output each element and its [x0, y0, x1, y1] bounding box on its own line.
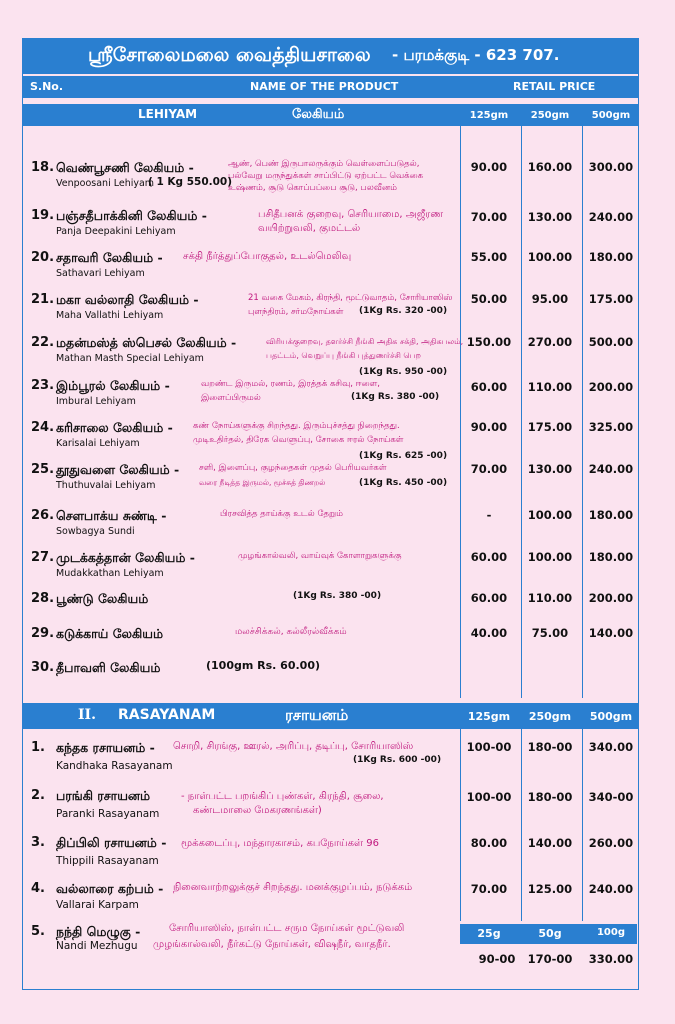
- price-500: 240.00: [588, 462, 634, 476]
- price-500: 260.00: [588, 836, 634, 850]
- price-125: 60.00: [470, 380, 508, 394]
- section2-title-en: RASAYANAM: [118, 707, 216, 723]
- item-description: சக்தி நீர்த்துப்போகுதல், உடல்மெலிவு: [183, 251, 352, 262]
- item-name-tamil: பரங்கி ரசாயனம்: [56, 788, 151, 803]
- item-name-english: Maha Vallathi Lehiyam: [56, 310, 164, 321]
- section1-title-en: LEHIYAM: [138, 107, 198, 121]
- item-description: முழங்கால்வலி, நீர்கட்டு நோய்கள், விஷநீர், வாதநீர்.: [153, 939, 391, 950]
- item-description: மலச்சிக்கல், கல்லீரல்வீக்கம்: [235, 627, 347, 637]
- price-250: 100.00: [527, 250, 573, 264]
- price-500: 175.00: [588, 292, 634, 306]
- item-name-tamil: சௌபாக்ய சுண்டி -: [56, 508, 167, 523]
- price-125: 70.00: [470, 882, 508, 896]
- price-500: 200.00: [588, 380, 634, 394]
- item-name-english: Paranki Rasayanam: [56, 808, 160, 820]
- price-250: 110.00: [527, 380, 573, 394]
- col-sno: S.No.: [30, 80, 64, 93]
- item-kg-price: (1Kg Rs. 950 -00): [359, 367, 448, 377]
- item-description: நினைவாற்றலுக்குச் சிறந்தது. மனக்குழப்பம், நடுக்கம்: [173, 882, 413, 893]
- item-number: 21.: [31, 292, 55, 307]
- item-description: கண் நோய்களுக்கு சிறந்தது. இரும்புச்சத்து நிறைந்தது.: [193, 421, 400, 431]
- item-description: புளந்திரம், சர்மநோய்கள்: [248, 307, 344, 317]
- price-125: 50.00: [470, 292, 508, 306]
- price-500: 240.00: [588, 882, 634, 896]
- section2-title-ta: ரசாயனம்: [285, 706, 349, 724]
- price-250: 100.00: [527, 508, 573, 522]
- item-name-tamil: பஞ்சதீபாக்கினி லேகியம் -: [56, 208, 207, 223]
- item-name-tamil: முடக்கத்தான் லேகியம் -: [56, 550, 195, 565]
- item-name-tamil: மகா வல்லாதி லேகியம் -: [56, 292, 199, 307]
- item-description: சோரியாஸிஸ், நாள்பட்ட சரும நோய்கள் மூட்டுவலி: [169, 923, 405, 934]
- item-description: சளி, இளைப்பு, குழந்தைகள் முதல் பெரியவர்கள்: [199, 463, 387, 473]
- item-description: மூக்கடைப்பு, மந்தாரகாசம், கபநோய்கள் 96: [181, 838, 379, 849]
- price-125: 60.00: [470, 550, 508, 564]
- item-name-english: Sowbagya Sundi: [56, 526, 135, 537]
- nandi-size-25g: 25g: [477, 927, 501, 940]
- item-kg-price: (1Kg Rs. 320 -00): [359, 306, 448, 316]
- price-250: 180-00: [527, 740, 573, 754]
- section1-col-line: [582, 104, 583, 698]
- item-description: விரியக்குறைவு, தளர்ச்சி நீங்கி அதிக சக்தி, அதிகபலம்,: [266, 337, 464, 346]
- item-number: 23.: [31, 378, 55, 393]
- price-125: 90.00: [470, 420, 508, 434]
- item-kg-price: (1Kg Rs. 625 -00): [359, 451, 448, 461]
- section1-col-line: [521, 104, 522, 698]
- item-kg-price: (1Kg Rs. 380 -00): [293, 591, 382, 601]
- price-125: 55.00: [470, 250, 508, 264]
- section1-size-250: 250gm: [530, 110, 570, 121]
- item-description: வயிற்றுவலி, குமட்டல்: [258, 223, 361, 234]
- item-kg-price: (1Kg Rs. 450 -00): [359, 478, 448, 488]
- item-name-tamil: சதாவரி லேகியம் -: [56, 250, 163, 265]
- nandi-size-100g: 100g: [596, 927, 626, 938]
- price-500: 300.00: [588, 160, 634, 174]
- item-description: முடிஉதிர்தல், திரேக வெளுப்பு, சோகை ஈரல் நோய்கள்: [193, 435, 404, 445]
- item-number: 1.: [31, 740, 45, 755]
- price-250: 160.00: [527, 160, 573, 174]
- item-number: 18.: [31, 160, 55, 175]
- price-500: 180.00: [588, 550, 634, 564]
- item-number: 2.: [31, 788, 45, 803]
- item-name-english: Mathan Masth Special Lehiyam: [56, 353, 204, 364]
- price-125: 40.00: [470, 626, 508, 640]
- price-25g: 90-00: [478, 952, 516, 966]
- item-number: 26.: [31, 508, 55, 523]
- item-name-tamil: தீபாவளி லேகியம்: [56, 660, 161, 675]
- price-250: 130.00: [527, 210, 573, 224]
- item-number: 24.: [31, 420, 55, 435]
- item-name-english: Mudakkathan Lehiyam: [56, 568, 164, 579]
- shop-place: - பரமக்குடி - 623 707.: [392, 46, 560, 64]
- price-50g: 170-00: [527, 952, 573, 966]
- price-250: 125.00: [527, 882, 573, 896]
- item-name-english: Imbural Lehiyam: [56, 396, 136, 407]
- item-number: 29.: [31, 626, 55, 641]
- price-125: 150.00: [466, 335, 512, 349]
- item-name-english: Thuthuvalai Lehiyam: [56, 480, 156, 491]
- item-name-tamil: தூதுவளை லேகியம் -: [56, 462, 180, 477]
- item-name-english: Vallarai Karpam: [56, 899, 139, 911]
- item-number: 19.: [31, 208, 55, 223]
- price-125: 80.00: [470, 836, 508, 850]
- price-500: 340-00: [588, 790, 634, 804]
- price-500: 200.00: [588, 591, 634, 605]
- price-125: -: [486, 508, 492, 522]
- item-description: முழங்கால்வலி, வாய்வுக் கோளாறுகளுக்கு: [238, 551, 402, 561]
- price-250: 270.00: [527, 335, 573, 349]
- item-name-english: Panja Deepakini Lehiyam: [56, 226, 176, 237]
- section1-size-125: 125gm: [469, 110, 509, 121]
- price-125: 100-00: [466, 740, 512, 754]
- item-number: 4.: [31, 881, 45, 896]
- item-number: 22.: [31, 335, 55, 350]
- price-500: 180.00: [588, 508, 634, 522]
- price-125: 100-00: [466, 790, 512, 804]
- item-name-english: Sathavari Lehiyam: [56, 268, 145, 279]
- item-kg-price: (1Kg Rs. 380 -00): [351, 392, 440, 402]
- item-name-tamil: கந்தக ரசாயனம் -: [56, 740, 155, 755]
- nandi-size-50g: 50g: [538, 927, 562, 940]
- item-description: ஆண், பெண் இருபாலருக்கும் வெள்ளைப்படுதல்,: [228, 159, 420, 169]
- item-name-tamil: நந்தி மெழுகு -: [56, 924, 141, 939]
- item-name-tamil: வல்லாரை கற்பம் -: [56, 881, 164, 896]
- item-description: பிரசவித்த தாய்க்கு உடல் தேறும்: [220, 509, 343, 519]
- item-description: பசிதீபனக் குறைவு, செரியாமை, அஜீரண: [258, 209, 444, 220]
- price-250: 130.00: [527, 462, 573, 476]
- shop-title: ஸ்ரீசோலைமலை வைத்தியசாலை: [88, 44, 371, 66]
- price-125: 90.00: [470, 160, 508, 174]
- item-name-tamil: வெண்பூசணி லேகியம் -: [56, 160, 194, 175]
- price-500: 240.00: [588, 210, 634, 224]
- col-price: RETAIL PRICE: [513, 80, 596, 93]
- item-name-tamil: கரிசாலை லேகியம் -: [56, 420, 173, 435]
- item-description: 21 வகை மேகம், கிரந்தி, மூட்டுவாதம், சோரியாஸிஸ்: [248, 293, 453, 303]
- section2-size-500: 500gm: [589, 710, 633, 723]
- item-number: 28.: [31, 591, 55, 606]
- item-description: உஷ்ணம், சூடு கொப்பப்பை சூடு, பலவீனம்: [228, 183, 397, 193]
- price-125: 60.00: [470, 591, 508, 605]
- price-100g: 330.00: [588, 952, 634, 966]
- item-description: பதட்டம், வெறுப்பு நீங்கி புத்துணர்ச்சி பெற: [266, 351, 421, 360]
- item-description: - நாள்பட்ட பறங்கிப் புண்கள், கிரந்தி, சூலை,: [181, 791, 384, 802]
- col-product: NAME OF THE PRODUCT: [250, 80, 399, 93]
- item-name-tamil: இம்பூரல் லேகியம் -: [56, 378, 170, 393]
- section2-size-250: 250gm: [528, 710, 572, 723]
- price-500: 180.00: [588, 250, 634, 264]
- item-description: வறண்ட இருமல், ரணம், இரத்தக் கசிவு, ஈளை,: [201, 379, 381, 389]
- price-125: 70.00: [470, 462, 508, 476]
- item-description: சொறி, சிரங்கு, ஊரல், அரிப்பு, தடிப்பு, சோரியாஸிஸ்: [173, 741, 414, 752]
- price-500: 140.00: [588, 626, 634, 640]
- price-250: 75.00: [531, 626, 569, 640]
- item-name-english: Thippili Rasayanam: [56, 855, 159, 867]
- price-250: 180-00: [527, 790, 573, 804]
- item-name-english: Karisalai Lehiyam: [56, 438, 140, 449]
- item-number: 20.: [31, 250, 55, 265]
- section1-col-line: [460, 104, 461, 698]
- item-description: கண்டமாலை மேகரணங்கள்): [193, 805, 322, 816]
- item-name-tamil: கடுக்காய் லேகியம்: [56, 626, 164, 641]
- price-125: 70.00: [470, 210, 508, 224]
- section2-size-125: 125gm: [467, 710, 511, 723]
- price-500: 500.00: [588, 335, 634, 349]
- price-250: 175.00: [527, 420, 573, 434]
- item-name-english: Kandhaka Rasayanam: [56, 760, 173, 772]
- item-name-english: Nandi Mezhugu: [56, 940, 138, 952]
- item-kg-price: ( 1 Kg 550.00): [148, 176, 233, 188]
- item-name-tamil: பூண்டு லேகியம்: [56, 591, 149, 606]
- item-description: பல்வேறு மருந்துக்கள் சாப்பிட்டு ஏற்பட்ட வெக்கை: [228, 171, 424, 181]
- item-name-tamil: திப்பிலி ரசாயனம் -: [56, 835, 167, 850]
- price-250: 95.00: [531, 292, 569, 306]
- item-name-english: Venpoosani Lehiyam: [56, 178, 155, 189]
- price-250: 140.00: [527, 836, 573, 850]
- item-name-tamil: மதன்மஸ்த் ஸ்பெசல் லேகியம் -: [56, 335, 237, 350]
- section1-size-500: 500gm: [591, 110, 631, 121]
- price-250: 100.00: [527, 550, 573, 564]
- item-description: இளைப்பிருமல்: [201, 393, 261, 403]
- item-description: வரை நீடித்த இருமல், மூச்சுத் திணறல்: [199, 478, 326, 487]
- item-kg-price: (100gm Rs. 60.00): [206, 659, 321, 672]
- item-number: 30.: [31, 660, 55, 675]
- item-number: 25.: [31, 462, 55, 477]
- item-number: 27.: [31, 550, 55, 565]
- section2-number: II.: [78, 707, 96, 723]
- item-kg-price: (1Kg Rs. 600 -00): [353, 755, 442, 765]
- item-number: 5.: [31, 924, 45, 939]
- item-number: 3.: [31, 835, 45, 850]
- section1-title-ta: லேகியம்: [292, 107, 345, 122]
- price-500: 325.00: [588, 420, 634, 434]
- price-500: 340.00: [588, 740, 634, 754]
- price-250: 110.00: [527, 591, 573, 605]
